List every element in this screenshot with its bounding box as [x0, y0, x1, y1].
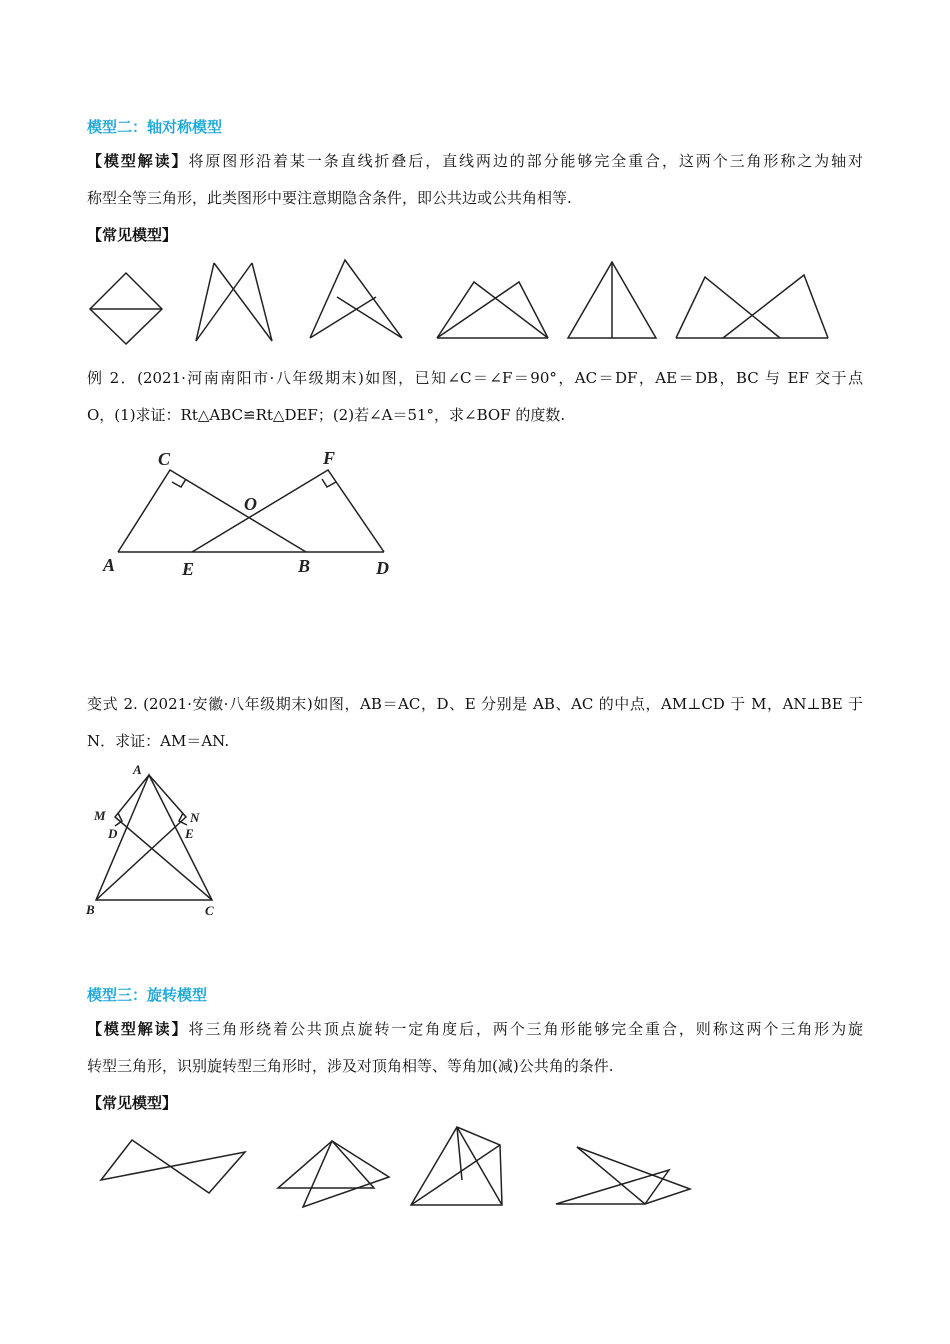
- point-b: B: [298, 556, 311, 576]
- bowtie-figure: [101, 1140, 245, 1193]
- rotated-triangles-figure-2: [278, 1141, 389, 1207]
- point-o: O: [244, 494, 257, 514]
- point-c: C: [158, 449, 171, 469]
- model-interpretation-line2: 转型三角形，识别旋转型三角形时，涉及对顶角相等、等角加(减)公共角的条件.: [87, 1057, 614, 1075]
- m-shape-figure: [196, 263, 272, 341]
- section-title-rotation: 模型三：旋转模型: [87, 986, 208, 1004]
- interp-text: 将三角形绕着公共顶点旋转一定角度后，两个三角形能够完全重合，则称这两个三角形为旋: [188, 1020, 863, 1038]
- section-title-axial-symmetry: 模型二：轴对称模型: [87, 118, 223, 136]
- rotated-triangles-figure-4: [556, 1147, 690, 1204]
- rotation-model-figures: [101, 1127, 690, 1207]
- point-b: B: [86, 902, 95, 917]
- point-a: A: [103, 555, 116, 575]
- model-interpretation-line2: 称型全等三角形，此类图形中要注意期隐含条件，即公共边或公共角相等.: [87, 189, 572, 207]
- interp-label: 【模型解读】: [87, 152, 189, 170]
- point-d: D: [376, 558, 389, 578]
- rotated-triangles-figure-3: [411, 1127, 502, 1205]
- crossed-triangles-figure: [437, 282, 548, 338]
- point-n: N: [190, 810, 200, 825]
- point-c: C: [205, 903, 214, 918]
- point-a: A: [133, 762, 142, 777]
- point-e: E: [182, 559, 195, 579]
- variant2-line2: N．求证：AM＝AN.: [87, 732, 230, 750]
- variant2-line1: 变式 2. (2021·安徽·八年级期末)如图，AB＝AC，D、E 分别是 AB、AC 的中点，AM⊥CD 于 M，AN⊥BE 于: [87, 695, 863, 713]
- point-e: E: [185, 826, 194, 841]
- interp-label: 【模型解读】: [87, 1020, 189, 1038]
- common-models-label: 【常见模型】: [87, 226, 178, 244]
- overlapping-triangles-figure: [676, 275, 828, 338]
- model-interpretation-line: [87, 1019, 863, 1039]
- axial-model-figures: [90, 260, 828, 344]
- isosceles-median-figure: [568, 262, 656, 338]
- variant2-figure: [85, 762, 214, 918]
- example2-figure: [102, 448, 389, 579]
- point-m: M: [94, 808, 106, 823]
- example2-line2: O，(1)求证：Rt△ABC≌Rt△DEF；(2)若∠A＝51°，求∠BOF 的度数.: [87, 406, 566, 424]
- example2-line1: 例 2．(2021·河南南阳市·八年级期末)如图，已知∠C＝∠F＝90°，AC＝DF，AE＝DB，BC 与 EF 交于点: [87, 369, 863, 387]
- point-d: D: [108, 826, 118, 841]
- arrow-shape-figure: [310, 260, 402, 338]
- interp-text: 将原图形沿着某一条直线折叠后，直线两边的部分能够完全重合，这两个三角形称之为轴对: [188, 152, 863, 170]
- common-models-label: 【常见模型】: [87, 1094, 178, 1112]
- point-f: F: [323, 448, 336, 468]
